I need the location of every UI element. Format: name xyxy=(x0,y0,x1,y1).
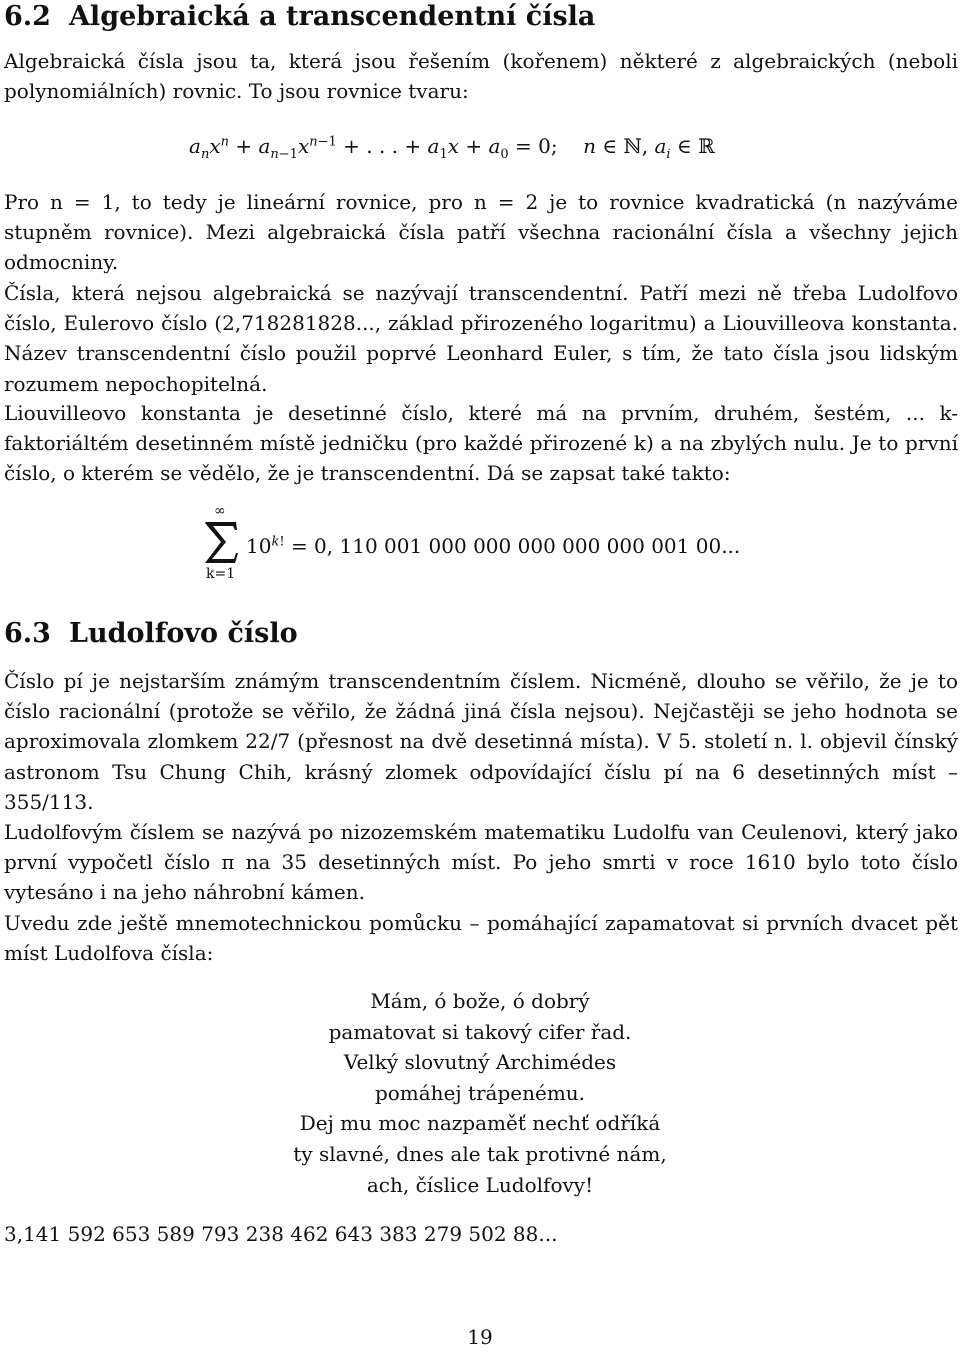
sum-lower-limit: k=1 xyxy=(206,566,236,582)
poem-line: Dej mu moc nazpaměť nechť odříká xyxy=(299,1111,661,1136)
mnemonic-poem xyxy=(280,986,680,1200)
ludolf-paragraph: Ludolfovým číslem se nazývá po nizozemském matematiku Ludolfu van Ceulenovi, který jako první vypočetl číslo π na 35 desetinných míst. Po jeho smrti v roce 1610 bylo toto číslo vytesáno i na jeho náhrobní kámen. xyxy=(4,820,958,905)
section-heading-6-2 xyxy=(4,0,595,34)
section-heading-6-3 xyxy=(4,617,298,651)
section-number: 6.3 xyxy=(4,618,51,649)
pi-history-paragraph: Číslo pí je nejstarším známým transcendentním číslem. Nicméně, dlouho se věřilo, že je to číslo racionální (protože se věřilo, že žádná jiná čísla nejsou). Nejčastěji se jeho hodnota se aproximovala zlomkem 22/7 (přesnost na dvě desetinná místa). V 5. století n. l. objevil čínský astronom Tsu Chung Chih, krásný zlomek odpovídající číslu pí na 6 desetinných míst – 355/113. xyxy=(4,669,958,814)
section-number: 6.2 xyxy=(4,1,51,32)
degree-paragraph: Pro n = 1, to tedy je lineární rovnice, pro n = 2 je to rovnice kvadratická (n nazýváme stupněm rovnice). Mezi algebraická čísla patří všechna racionální čísla a všechny jejich odmocniny. xyxy=(4,190,958,275)
pi-digits: 3,141 592 653 589 793 238 462 643 383 279 502 88... xyxy=(4,1222,558,1246)
liouville-series-value: = 0, 110 001 000 000 000 000 000 001 00... xyxy=(290,534,741,558)
polynomial-equation: $a_nx^n + a_{n-1}x^{n-1}$ + . . . + $a_1x + a_0 = 0$; n ∈ ℕ, $a_i$ ∈ ℝ xyxy=(189,134,715,162)
intro-paragraph: Algebraická čísla jsou ta, která jsou řešením (kořenem) některé z algebraických (neboli polynomiálních) rovnic. To jsou rovnice tvaru: xyxy=(4,49,958,104)
transcendental-paragraph: Čísla, která nejsou algebraická se nazývají transcendentní. Patří mezi ně třeba Ludolfovo číslo, Eulerovo číslo (2,718281828..., základ přirozeného logaritmu) a Liouvilleova konstanta. Název transcendentní číslo použil poprvé Leonhard Euler, s tím, že tato čísla jsou lidským rozumem nepochopitelná. xyxy=(4,281,958,396)
summation-sigma-icon xyxy=(204,520,238,564)
poem-line: Velký slovutný Archimédes xyxy=(343,1050,617,1075)
liouville-series: $10^{k!} = 0$, 110 001 000 000 000 000 000 001 00... xyxy=(246,534,741,558)
poem-line: pomáhej trápenému. xyxy=(374,1080,586,1105)
mnemonic-intro-paragraph: Uvedu zde ještě mnemotechnickou pomůcku – pomáhající zapamatovat si prvních dvacet pět míst Ludolfova čísla: xyxy=(4,911,958,966)
poem-line: pamatovat si takový cifer řad. xyxy=(328,1019,632,1044)
sum-upper-limit: ∞ xyxy=(214,503,226,519)
poem-line: ach, číslice Ludolfovy! xyxy=(366,1172,594,1197)
poem-line: ty slavné, dnes ale tak protivné nám, xyxy=(293,1141,667,1166)
liouville-paragraph: Liouvilleovo konstanta je desetinné číslo, které má na prvním, druhém, šestém, ... k-faktoriáltém desetinném místě jedničku (pro každé přirozené k) a na zbylých nulu. Je to první číslo, o kterém se vědělo, že je transcendentní. Dá se zapsat také takto: xyxy=(4,401,958,486)
page-number: 19 xyxy=(467,1325,493,1349)
section-title: Algebraická a transcendentní čísla xyxy=(68,1,596,32)
section-title: Ludolfovo číslo xyxy=(68,618,298,649)
poem-line: Mám, ó bože, ó dobrý xyxy=(370,989,590,1013)
